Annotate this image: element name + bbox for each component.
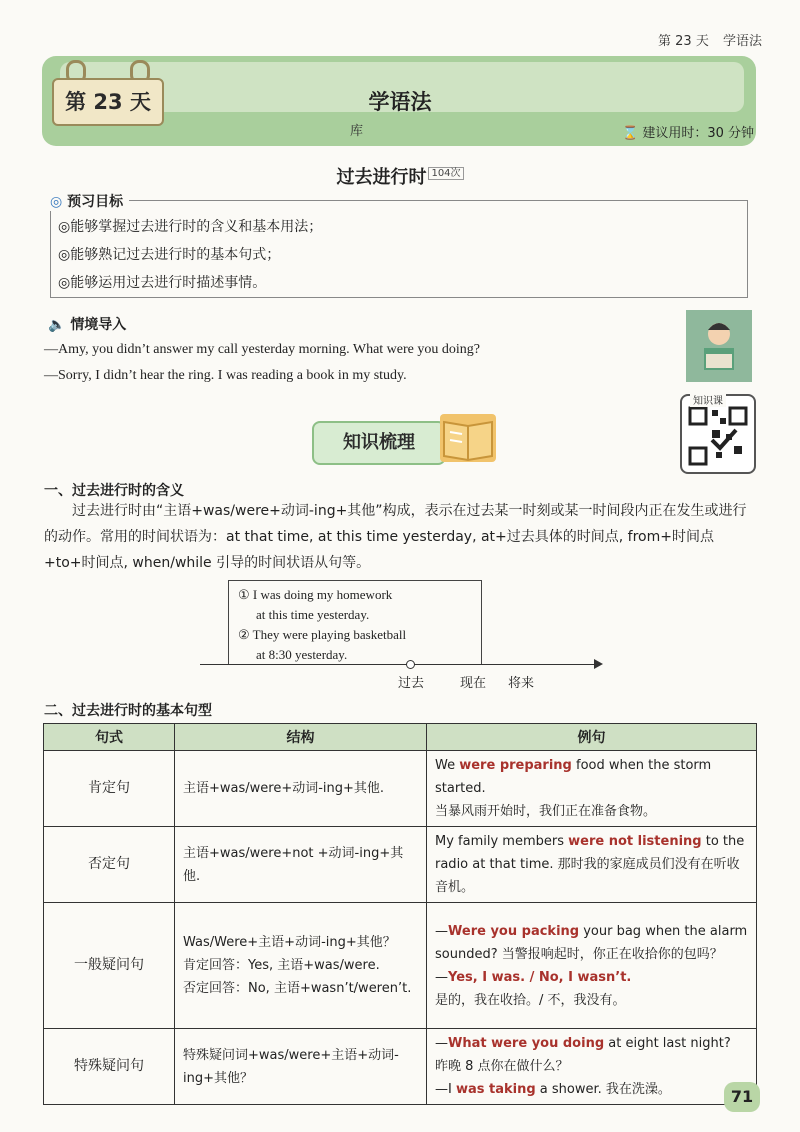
- situation-label: [48, 314, 126, 334]
- reading-boy-illustration: [686, 310, 752, 382]
- table-row: [44, 751, 757, 827]
- part1-heading: 一、过去进行时的含义: [44, 483, 184, 499]
- example-text: —: [435, 923, 448, 939]
- row-structure: 主语+was/were+动词-ing+其他.: [175, 751, 427, 827]
- row-example: [427, 751, 757, 827]
- timeline-label-present: 现在: [460, 676, 487, 691]
- example-text: —: [435, 969, 448, 985]
- speaker-icon: 🔈: [48, 317, 66, 333]
- knowledge-tag: 知识梳理: [312, 421, 446, 465]
- row-type: 一般疑问句: [44, 903, 175, 1029]
- part1-paragraph: 过去进行时由“主语+was/were+动词-ing+其他”构成，表示在过去某一时刻或某一时间段内正在发生或进行的动作。常用的时间状语为：at that time, at this time yesterday, at+过去具体的时间点, from+时间点+to+时间点, when/while 引导的时间状语从句等。: [44, 503, 747, 571]
- book-icon: [440, 414, 496, 462]
- timeline-arrow-icon: [594, 659, 603, 669]
- open-book-icon: [440, 414, 496, 462]
- example-text: My family members: [435, 834, 569, 849]
- timeline-point: [406, 660, 415, 669]
- timeline-label-past: 过去: [398, 676, 425, 691]
- part2-heading: 二、过去进行时的基本句型: [44, 703, 212, 719]
- goals-label: [50, 191, 129, 211]
- section-title: [0, 163, 800, 189]
- frequency-badge: 104次: [428, 167, 463, 180]
- target-icon: ◎: [50, 194, 63, 210]
- example-text: your bag when the alarm sounded? 当警报响起时，你正在收拾你的包吗？: [435, 923, 748, 962]
- suggested-time-text: 建议用时：30 分钟: [642, 126, 754, 141]
- timeline-axis: [200, 664, 596, 665]
- suggested-time: [622, 122, 754, 141]
- running-header: [648, 30, 762, 49]
- goal-item: ◎能够运用过去进行时描述事情。: [58, 275, 267, 291]
- running-header-title: 学语法: [722, 34, 762, 49]
- example-highlight: were not listening: [568, 834, 702, 849]
- goals-label-text: 预习目标: [67, 194, 124, 210]
- reading-boy-icon: [686, 310, 752, 382]
- table-header: 结构: [175, 724, 427, 751]
- row-type: 否定句: [44, 827, 175, 903]
- qr-code-icon: [682, 396, 754, 472]
- example-text: at eight last night?: [604, 1036, 731, 1051]
- timeline-example: ① I was doing my homework: [238, 587, 393, 602]
- timeline-label-future: 将来: [508, 676, 535, 691]
- dialog-line: —Amy, you didn’t answer my call yesterday morning. What were you doing?: [44, 342, 480, 357]
- example-text: to the radio at that time. 那时我的家庭成员们没有在听收音机。: [435, 834, 745, 895]
- day-tag: 第 23 天: [52, 78, 164, 126]
- dialog-line: —Sorry, I didn’t hear the ring. I was reading a book in my study.: [44, 368, 407, 383]
- banner-title: 学语法: [368, 90, 432, 114]
- table-header: 例句: [427, 724, 757, 751]
- table-header: 句式: [44, 724, 175, 751]
- structure-line: Was/Were+主语+动词-ing+其他？: [183, 935, 396, 950]
- row-example: [427, 1029, 757, 1105]
- row-type: 肯定句: [44, 751, 175, 827]
- example-translation: 昨晚 8 点你在做什么？: [435, 1059, 569, 1074]
- goal-item: ◎能够掌握过去进行时的含义和基本用法；: [58, 219, 323, 235]
- table-row: [44, 827, 757, 903]
- page-number: 71: [724, 1082, 760, 1112]
- banner-subtitle: 库: [350, 124, 364, 139]
- qr-label: 知识课: [690, 392, 726, 407]
- example-text: —: [435, 1036, 448, 1051]
- timeline-example: at 8:30 yesterday.: [256, 647, 348, 662]
- example-highlight: What were you doing: [448, 1036, 605, 1051]
- example-text: —I: [435, 1082, 456, 1097]
- row-type: 特殊疑问句: [44, 1029, 175, 1105]
- example-text: food when the storm started.: [435, 758, 712, 796]
- row-example: [427, 827, 757, 903]
- situation-label-text: 情境导入: [70, 317, 127, 333]
- running-header-day: 第 23 天: [658, 34, 709, 49]
- goal-item: ◎能够熟记过去进行时的基本句式；: [58, 247, 281, 263]
- grammar-table: [43, 723, 757, 1105]
- example-text: a shower. 我在洗澡。: [535, 1082, 671, 1097]
- table-row: [44, 903, 757, 1029]
- example-translation: 是的，我在收拾。/ 不，我没有。: [435, 992, 626, 1008]
- row-structure: 特殊疑问词+was/were+主语+动词-ing+其他？: [175, 1029, 427, 1105]
- example-highlight: Were you packing: [448, 923, 580, 939]
- timeline-example: at this time yesterday.: [256, 607, 370, 622]
- table-row: [44, 1029, 757, 1105]
- example-translation: 当暴风雨开始时，我们正在准备食物。: [435, 804, 657, 819]
- structure-line: 肯定回答：Yes, 主语+was/were.: [183, 958, 380, 973]
- timeline-example: ② They were playing basketball: [238, 627, 407, 642]
- example-highlight: were preparing: [459, 758, 572, 773]
- row-structure: [175, 903, 427, 1029]
- example-highlight: was taking: [455, 1082, 536, 1097]
- structure-line: 否定回答：No, 主语+wasn’t/weren’t.: [183, 981, 412, 996]
- row-structure: 主语+was/were+not +动词-ing+其他.: [175, 827, 427, 903]
- example-text: We: [435, 758, 460, 773]
- example-highlight: Yes, I was. / No, I wasn’t.: [448, 969, 632, 985]
- hourglass-icon: ⌛: [621, 126, 639, 141]
- row-example: [427, 903, 757, 1029]
- section-title-text: 过去进行时: [336, 167, 427, 188]
- table-header-row: [44, 724, 757, 751]
